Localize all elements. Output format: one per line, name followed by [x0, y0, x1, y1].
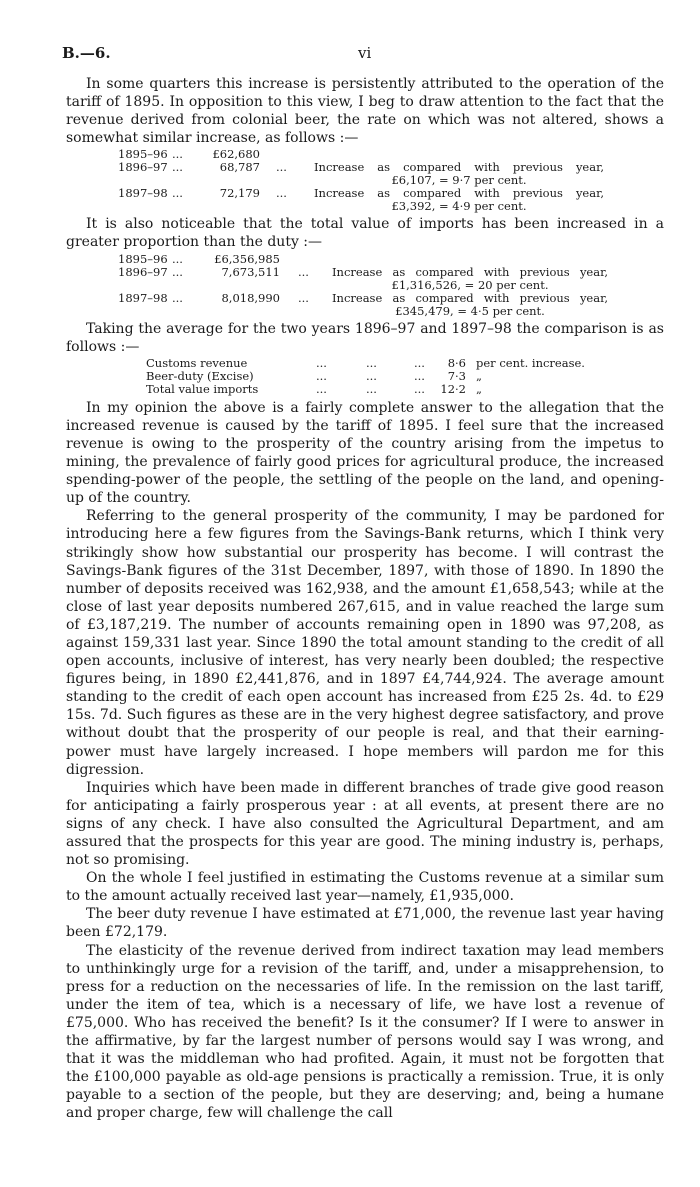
imports-table: [66, 253, 664, 318]
paragraph-savings-bank: Referring to the general prosperity of the community, I may be pardoned for introducing here a few figures from the Savings-Bank returns, which I think very strikingly show how substantial our prosperity has become. I will contrast the Savings-Bank figures of the 31st December, 1897, with those of 1890. In 1890 the number of deposits received was 162,938, and the amount £1,658,543; while at the close of last year deposits numbered 267,615, and in value reached the large sum of £3,187,219. The number of accounts remaining open in 1890 was 97,208, as against 159,331 last year. Since 1890 the total amount standing to the credit of all open accounts, inclusive of interest, has very nearly been doubled; the respective figures being, in 1890 £2,441,876, and in 1897 £4,744,924. The average amount standing to the credit of each open account has increased from £25 2s. 4d. to £29 15s. 7d. Such figures as these are in the very highest degree satisfactory, and prove without doubt that the prosperity of our people is real, and that their earning-power must have largely increased. I hope members will pardon me for this digression.: [66, 508, 664, 778]
table-row: 1895–96 ... £62,680: [118, 147, 260, 162]
table-row: Customs revenue ... ... ... 8·6 per cent. increase.: [146, 355, 585, 370]
table-row: 1897–98 ... 8,018,990 ... Increase as compared with previous year, £345,479, = 4·5 per cent.: [118, 290, 608, 318]
table-row: 1896–97 ... 7,673,511 ... Increase as compared with previous year, £1,316,526, = 20 per cent.: [118, 264, 608, 292]
document-body: [66, 75, 664, 1123]
comparison-table: [66, 357, 664, 396]
beer-revenue-table: [66, 148, 664, 213]
table-row: 1897–98 ... 72,179 ... Increase as compared with previous year, £3,392, = 4·9 per cent.: [118, 186, 604, 214]
page-number: vi: [358, 44, 372, 62]
paragraph-elasticity: The elasticity of the revenue derived from indirect taxation may lead members to unthinkingly urge for a revision of the tariff, and, under a misapprehension, to press for a reduction on the necessaries of life. In the remission on the last tariff, under the item of tea, which is a necessary of life, we have lost a revenue of £75,000. Who has received the benefit? Is it the consumer? If I were to answer in the affirmative, by far the largest number of persons would say I was wrong, and that it was the middleman who had profited. Again, it must not be forgotten that the £100,000 payable as old-age pensions is practically a remission. True, it is only payable to a section of the people, but they are deserving; and, being a humane and proper charge, few will challenge the call: [66, 942, 664, 1122]
paragraph-inquiries: Inquiries which have been made in different branches of trade give good reason for anticipating a fairly prosperous year : at all events, at present there are no signs of any check. I have also consulted the Agricultural Department, and am assured that the prospects for this year are good. The mining industry is, perhaps, not so promising.: [66, 779, 664, 869]
paragraph-customs-estimate: On the whole I feel justified in estimating the Customs revenue at a similar sum to the amount actually received last year—namely, £1,935,000.: [66, 870, 664, 905]
table-row: 1896–97 ... 68,787 ... Increase as compared with previous year, £6,107, = 9·7 per cent.: [118, 160, 604, 188]
paragraph-opinion: In my opinion the above is a fairly complete answer to the allegation that the increased revenue is caused by the tariff of 1895. I feel sure that the increased revenue is owing to the prosperity of the country arising from the impetus to mining, the prevalence of fairly good prices for agricultural produce, the increased spending-power of the people, the settling of the people on the land, and opening-up of the country.: [66, 399, 664, 507]
paragraph-beer-increase: In some quarters this increase is persistently attributed to the operation of the tariff of 1895. In opposition to this view, I beg to draw attention to the fact that the revenue derived from colonial beer, the rate on which was not altered, shows a somewhat similar increase, as follows :—: [66, 76, 664, 147]
document-reference: B.—6.: [62, 44, 111, 62]
paragraph-average: Taking the average for the two years 1896–97 and 1897–98 the comparison is as follows :—: [66, 320, 664, 355]
table-row: Total value imports ... ... ... 12·2 „: [146, 381, 482, 396]
paragraph-beer-estimate: The beer duty revenue I have estimated at £71,000, the revenue last year having been £72,179.: [66, 906, 664, 941]
paragraph-imports: It is also noticeable that the total value of imports has been increased in a greater proportion than the duty :—: [66, 216, 664, 251]
table-row: Beer-duty (Excise) ... ... ... 7·3 „: [146, 368, 482, 383]
table-row: 1895–96 ... £6,356,985: [118, 251, 280, 266]
